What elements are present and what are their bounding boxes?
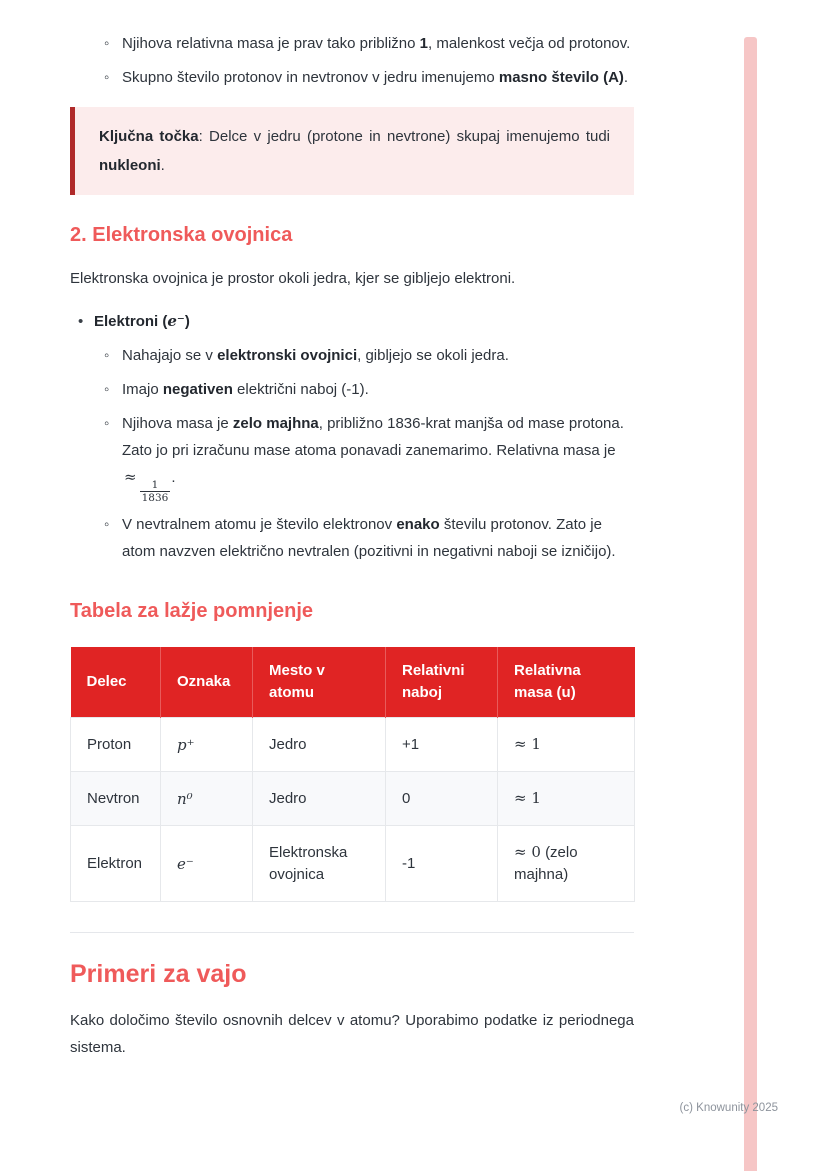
cell-delec: Elektron <box>71 826 161 902</box>
text-run: , približno 1836-krat manjša od mase protona. Zato jo pri izračunu mase atoma ponavadi zanemarimo. Relativna masa je <box>122 415 624 459</box>
text-run: ≈ 0 <box>514 843 541 861</box>
list-item <box>70 410 634 504</box>
list-item-text <box>122 30 634 57</box>
section-heading-elektronska-ovojnica: 2. Elektronska ovojnica <box>70 224 293 246</box>
cell-naboj: +1 <box>386 718 498 772</box>
text-run-bold: zelo majhna <box>232 415 319 432</box>
text-run-bold: 1 <box>419 35 428 52</box>
circle-bullet-icon: ◦ <box>104 69 110 86</box>
table-header-row <box>71 647 635 718</box>
list-item <box>70 64 634 91</box>
key-point-callout <box>70 107 634 195</box>
text-run: ≈ 1 <box>514 789 541 807</box>
cell-delec: Nevtron <box>71 772 161 826</box>
text-run: : Delce v jedru (protone in nevtrone) skupaj imenujemo tudi <box>198 128 611 145</box>
callout-text <box>99 122 610 180</box>
text-run-bold: enako <box>396 516 440 533</box>
text-run-bold: ) <box>184 313 190 330</box>
cell-oznaka: n⁰ <box>161 772 253 826</box>
list-item-text <box>122 511 634 565</box>
text-run-bold: masno število (A) <box>498 69 624 86</box>
column-header-mesto: Mesto v atomu <box>253 647 386 718</box>
column-header-masa: Relativna masa (u) <box>498 647 635 718</box>
text-run: električni naboj (-1). <box>232 381 369 398</box>
list-item-text <box>94 308 634 335</box>
cell-masa <box>498 718 635 772</box>
table-row <box>71 718 635 772</box>
column-header-oznaka: Oznaka <box>161 647 253 718</box>
section-divider <box>70 932 634 933</box>
electron-symbol: e⁻ <box>167 312 185 330</box>
circle-bullet-icon: ◦ <box>104 381 110 398</box>
list-item-text <box>122 342 634 369</box>
cell-masa <box>498 826 635 902</box>
text-run: Njihova masa je <box>122 415 233 432</box>
cell-mesto: Elektronska ovojnica <box>253 826 386 902</box>
text-run-bold: negativen <box>162 381 233 398</box>
fraction-1-1836 <box>140 479 171 504</box>
text-run: Njihova relativna masa je prav tako približno <box>122 35 420 52</box>
list-item <box>70 376 634 403</box>
cell-masa <box>498 772 635 826</box>
circle-bullet-icon: ◦ <box>104 347 110 364</box>
text-run: . <box>171 469 176 486</box>
section-intro-paragraph: Elektronska ovojnica je prostor okoli jedra, kjer se gibljejo elektroni. <box>70 270 516 287</box>
cell-delec: Proton <box>71 718 161 772</box>
text-run-bold: elektronski ovojnici <box>217 347 358 364</box>
list-item <box>70 30 634 57</box>
watermark: (c) Knowunity 2025 <box>679 1102 778 1114</box>
electron-sub-list <box>70 342 634 565</box>
text-run: . <box>160 157 165 174</box>
disc-bullet-icon: • <box>78 313 84 330</box>
fraction-denominator: 1836 <box>141 492 169 504</box>
list-item-text <box>122 410 634 504</box>
page-edge-stripe <box>744 37 757 1171</box>
section-heading-tabela: Tabela za lažje pomnjenje <box>70 600 314 622</box>
list-item <box>70 342 634 369</box>
cell-oznaka: e⁻ <box>161 826 253 902</box>
circle-bullet-icon: ◦ <box>104 516 110 533</box>
text-run: V nevtralnem atomu je število elektronov <box>122 516 397 533</box>
list-item-text <box>122 64 634 91</box>
list-item-electrons <box>70 308 634 335</box>
cell-naboj: 0 <box>386 772 498 826</box>
approx-symbol: ≈ <box>124 468 137 486</box>
text-run-bold: Elektroni ( <box>94 313 168 330</box>
cell-naboj: -1 <box>386 826 498 902</box>
text-run: (zelo majhna) <box>514 844 578 883</box>
text-run-bold: nukleoni <box>99 157 161 174</box>
document-content <box>70 30 634 1075</box>
circle-bullet-icon: ◦ <box>104 415 110 432</box>
text-run: Nahajajo se v <box>122 347 218 364</box>
section-heading-primeri: Primeri za vajo <box>70 960 247 988</box>
text-run: ≈ 1 <box>514 735 541 753</box>
column-header-naboj: Relativni naboj <box>386 647 498 718</box>
text-run: , malenkost večja od protonov. <box>428 35 631 52</box>
text-run: Skupno število protonov in nevtronov v jedru imenujemo <box>122 69 499 86</box>
table-row <box>71 772 635 826</box>
column-header-delec: Delec <box>71 647 161 718</box>
text-run: . <box>623 69 629 86</box>
practice-paragraph: Kako določimo število osnovnih delcev v atomu? Uporabimo podatke iz periodnega sistema. <box>70 1012 634 1056</box>
cell-mesto: Jedro <box>253 772 386 826</box>
cell-oznaka: p⁺ <box>161 718 253 772</box>
text-run: številu protonov. Zato je atom navzven električno nevtralen (pozitivni in negativni naboji se izničijo). <box>122 516 616 560</box>
text-run: Imajo <box>122 381 163 398</box>
table-row <box>71 826 635 902</box>
cell-mesto: Jedro <box>253 718 386 772</box>
list-item <box>70 511 634 565</box>
fraction-numerator: 1 <box>151 479 159 491</box>
text-run: , gibljejo se okoli jedra. <box>357 347 509 364</box>
particles-table <box>70 647 635 902</box>
text-run-bold: Ključna točka <box>99 128 199 145</box>
list-item-text <box>122 376 634 403</box>
circle-bullet-icon: ◦ <box>104 35 110 52</box>
